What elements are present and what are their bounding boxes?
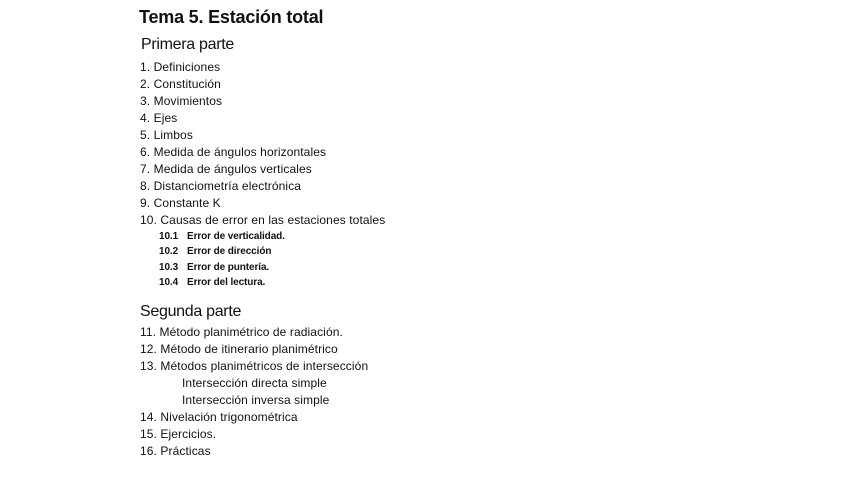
- list-item: 8. Distanciometría electrónica: [140, 179, 302, 193]
- list-item: 7. Medida de ángulos verticales: [140, 162, 312, 176]
- sub-item-text: Error del lectura.: [187, 276, 266, 288]
- sub-item-number: 10.2: [159, 246, 179, 258]
- list-item: 16. Prácticas: [140, 444, 211, 458]
- sub-list-item: [140, 229, 385, 244]
- sub-item-number: 10.3: [159, 261, 179, 273]
- part-one-heading: Primera parte: [141, 36, 235, 53]
- indented-list-item: Intersección inversa simple: [182, 393, 330, 407]
- list-item: 5. Limbos: [140, 128, 193, 142]
- sub-item-number: 10.1: [159, 231, 179, 242]
- list-item: 12. Método de itinerario planimétrico: [140, 342, 338, 356]
- part-two-list: [140, 324, 368, 460]
- sub-list-item: [140, 260, 385, 275]
- list-item: 3. Movimientos: [140, 94, 223, 108]
- list-item: 10. Causas de error en las estaciones totales: [140, 213, 386, 227]
- list-item: 15. Ejercicios.: [140, 427, 217, 441]
- list-item: 6. Medida de ángulos horizontales: [140, 145, 327, 159]
- sub-item-text: Error de puntería.: [187, 261, 270, 273]
- list-item: 2. Constitución: [140, 77, 221, 91]
- part-one-list: [140, 59, 385, 290]
- list-item: 14. Nivelación trigonométrica: [140, 410, 298, 424]
- list-item: 1. Definiciones: [140, 60, 221, 74]
- list-item: 4. Ejes: [140, 111, 178, 125]
- sub-item-text: Error de dirección: [187, 246, 272, 258]
- sub-item-number: 10.4: [159, 276, 179, 288]
- list-item: 11. Método planimétrico de radiación.: [140, 325, 343, 339]
- page-title: Tema 5. Estación total: [139, 7, 324, 27]
- sub-list-item: [140, 275, 385, 290]
- list-item: 9. Constante K: [140, 196, 221, 210]
- sub-item-text: Error de verticalidad.: [187, 231, 285, 242]
- part-two-heading: Segunda parte: [140, 303, 242, 320]
- sub-list-item: [140, 244, 385, 259]
- list-item: 13. Métodos planimétricos de intersección: [140, 359, 369, 373]
- indented-list-item: Intersección directa simple: [182, 376, 327, 390]
